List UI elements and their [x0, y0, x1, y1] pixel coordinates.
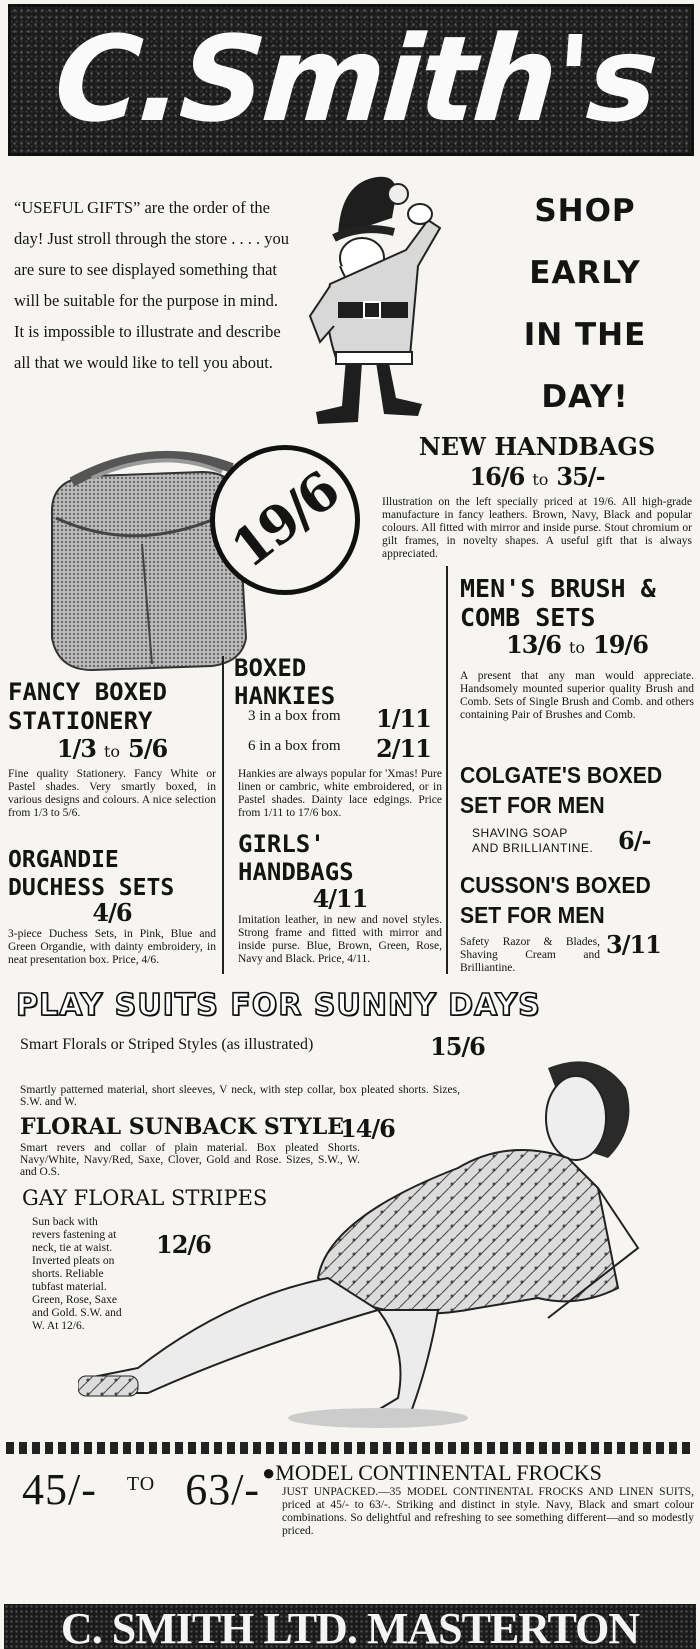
colgate-body [472, 826, 593, 856]
price-to-word: to [103, 742, 121, 761]
footer-banner: C. SMITH LTD. MASTERTON [4, 1604, 696, 1649]
frocks-title [262, 1460, 602, 1486]
price-from: 16/6 [469, 462, 525, 491]
playsuits-description: Smartly patterned material, short sleeves, V neck, with step collar, box pleated shorts. Sizes, S.W. and W. [20, 1084, 460, 1108]
hankies-title-line: HANKIES [234, 682, 336, 710]
hankies-price1: 1/11 [376, 704, 431, 733]
intro-text: “USEFUL GIFTS” are the order of the day! Just stroll through the store . . . . you are sure to see displayed something that will be suitable for the purpose in mind. It is impossible to illustrate and describe all that we would like to tell you about. [14, 198, 289, 372]
hankies-line2: 6 in a box from [248, 738, 341, 754]
hankies-body: Hankies are always popular for 'Xmas! Pure linen or cambric, white embroidered, or in Pastel shades. Dainty lace edgings. Price from 1/11 to 17/6 box. [238, 768, 442, 819]
cusson-price: 3/11 [606, 930, 661, 959]
column-divider [222, 656, 224, 974]
hankies-price2: 2/11 [376, 734, 431, 763]
girls-handbags-price: 4/11 [312, 884, 368, 913]
stationery-title [8, 678, 167, 736]
cusson-title-line: SET FOR MEN [460, 902, 605, 928]
price-from: 1/3 [56, 734, 96, 763]
price-to: 63/- [185, 1465, 261, 1514]
colgate-body-line: AND BRILLIANTINE. [472, 841, 594, 855]
price-to: 5/6 [128, 734, 168, 763]
organdie-title [8, 846, 174, 902]
price-to-word: to [568, 638, 586, 657]
brush-title [460, 574, 656, 632]
stationery-price-range [8, 734, 216, 763]
price-stamp [210, 445, 360, 595]
handbags-title: NEW HANDBAGS [418, 432, 656, 461]
hankies-title [234, 654, 335, 710]
shop-early-slogan [470, 180, 700, 428]
colgate-price: 6/- [618, 826, 651, 855]
floral-sunback-price: 14/6 [340, 1114, 395, 1143]
cusson-title-line: CUSSON'S BOXED [460, 872, 651, 898]
cusson-title [460, 870, 651, 930]
organdie-body: 3-piece Duchess Sets, in Pink, Blue and Green Organdie, with dainty embroidery, in neat presentation box. Price, 4/6. [8, 928, 216, 966]
price-from: 13/6 [506, 630, 561, 659]
brush-title-line: COMB SETS [460, 603, 596, 632]
gay-floral-price: 12/6 [156, 1230, 211, 1259]
hankies-title-line: BOXED [234, 654, 307, 682]
slogan-line: IN THE [523, 317, 647, 353]
colgate-body-line: SHAVING SOAP [472, 826, 568, 840]
frocks-price-range [22, 1464, 260, 1515]
girls-handbags-title [238, 830, 354, 886]
store-logo: C.Smith's [50, 10, 660, 148]
playsuits-title: PLAY SUITS FOR SUNNY DAYS [16, 988, 541, 1023]
santa-illustration [300, 166, 450, 448]
masthead [8, 4, 694, 156]
dashed-divider [6, 1442, 694, 1454]
stamp-price: 19/6 [220, 460, 350, 580]
brush-price-range [460, 630, 694, 659]
floral-sunback-body: Smart revers and collar of plain material. Box pleated Shorts. Navy/White, Navy/Red, Saxe, Clover, Gold and Rose. Sizes, S.W., W. and O.S. [20, 1142, 360, 1178]
column-divider [446, 566, 448, 974]
girls-title-line: HANDBAGS [238, 858, 354, 886]
price-from: 45/- [22, 1465, 97, 1514]
handbags-body: Illustration on the left specially priced at 19/6. All high-grade manufacture in fancy leathers. Brown, Navy, Black and popular colours. All fitted with mirror and inside purse. Stout chromium or gilt frames, in novelty shapes. A useful gift that is always appreciated. [382, 496, 692, 560]
colgate-title-line: SET FOR MEN [460, 792, 605, 818]
gay-floral-body: Sun back with revers fastening at neck, tie at waist. Inverted pleats on shorts. Reliable tubfast material. Green, Rose, Saxe and Gold. S.W. and W. At 12/6. [32, 1216, 122, 1332]
price-to: 35/- [556, 462, 605, 491]
playsuits-price: 15/6 [430, 1032, 485, 1061]
organdie-title-line: DUCHESS SETS [8, 875, 175, 901]
floral-sunback-title: FLORAL SUNBACK STYLE [20, 1114, 345, 1140]
stationery-title-line: FANCY BOXED [8, 678, 167, 706]
cusson-body: Safety Razor & Blades, Shaving Cream and Brilliantine. [460, 936, 600, 974]
organdie-price: 4/6 [92, 898, 132, 927]
frocks-body: JUST UNPACKED.—35 MODEL CONTINENTAL FROCKS AND LINEN SUITS, priced at 45/- to 63/-. Striking and distinct in style. Navy, Black and smart colour combinations. So delightful and refreshing to see something different—and so modestly priced. [282, 1486, 694, 1537]
slogan-line: SHOP [534, 193, 636, 229]
playsuits-subtitle: Smart Florals or Striped Styles (as illustrated) [20, 1036, 314, 1053]
price-to-word: TO [126, 1473, 156, 1495]
colgate-title-line: COLGATE'S BOXED [460, 762, 663, 788]
handbags-price-range [382, 462, 692, 491]
colgate-title [460, 760, 662, 820]
organdie-title-line: ORGANDIE [8, 847, 119, 873]
price-to: 19/6 [593, 630, 648, 659]
bullet-icon: ● [262, 1460, 276, 1485]
girls-title-line: GIRLS' [238, 830, 325, 858]
brush-body: A present that any man would appreciate. Handsomely mounted superior quality Brush and Comb. Sets of Single Brush and Comb. and others containing Pair of Brushes and Comb. [460, 670, 694, 721]
slogan-line: DAY! [541, 379, 629, 415]
brush-title-line: MEN'S BRUSH & [460, 574, 656, 603]
price-to-word: to [532, 470, 549, 489]
stationery-title-line: STATIONERY [8, 707, 153, 735]
slogan-line: EARLY [529, 255, 641, 291]
gay-floral-title: GAY FLORAL STRIPES [22, 1186, 268, 1210]
hankies-line1: 3 in a box from [248, 708, 341, 724]
frocks-title-text: MODEL CONTINENTAL FROCKS [275, 1460, 602, 1485]
stationery-body: Fine quality Stationery. Fancy White or Pastel shades. Very smartly boxed, in various designs and colours. A nice selection from 1/3 to 5/6. [8, 768, 216, 819]
girls-handbags-body: Imitation leather, in new and novel styles. Strong frame and fitted with mirror and inside purse. Blue, Brown, Green, Rose, Navy and Black. Price, 4/11. [238, 914, 442, 965]
